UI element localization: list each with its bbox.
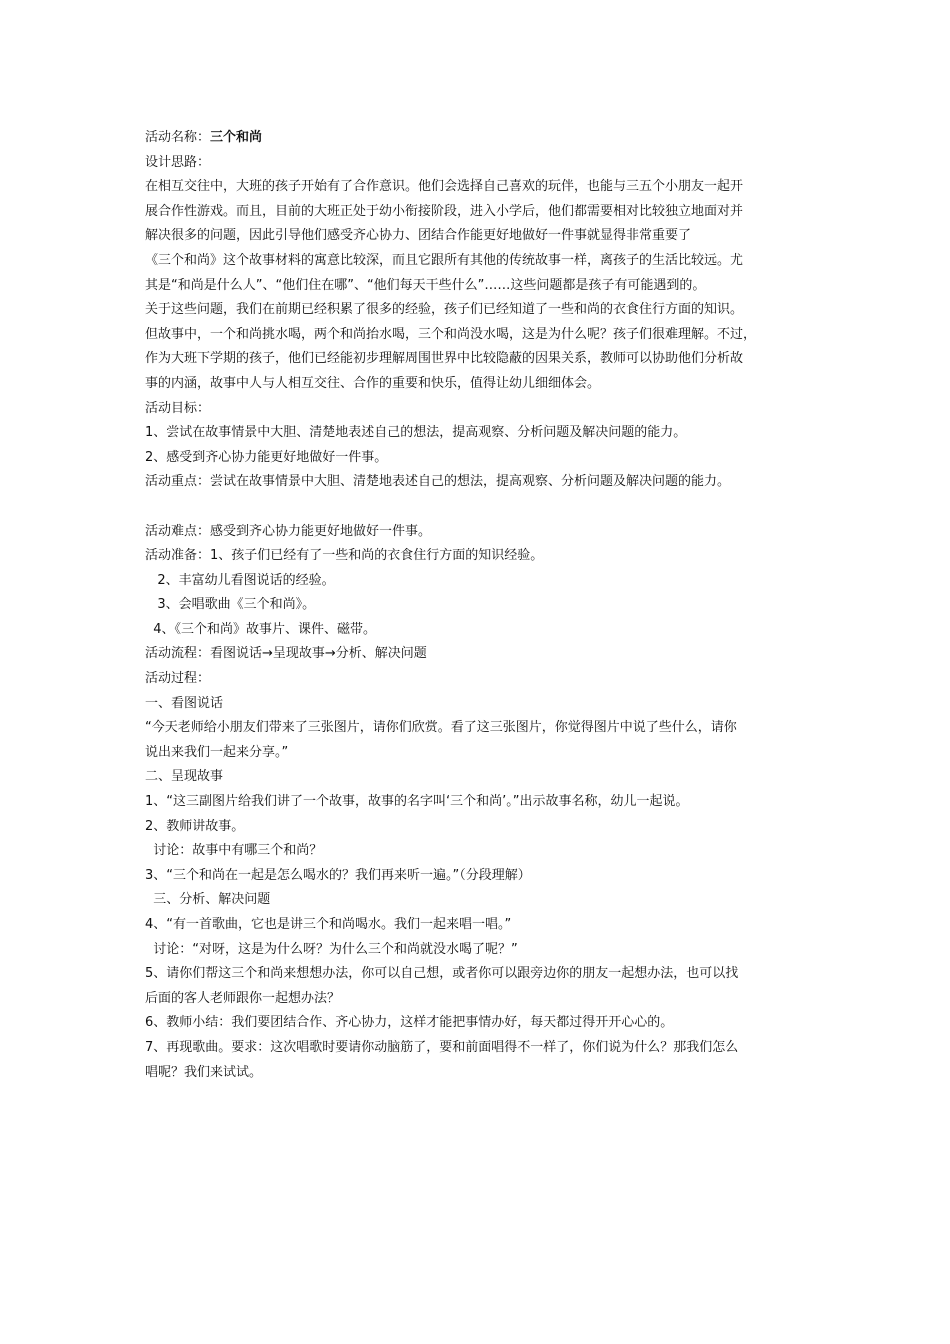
step-item-continued: 唱呢？我们来试试。 [145,1064,263,1080]
step-item-continued: 后面的客人老师跟你一起想办法？ [145,990,341,1006]
preparation-item: 3、会唱歌曲《三个和尚》。 [145,597,316,613]
section-heading: 三、分析、解决问题 [145,892,271,908]
difficulty-line: 活动难点：感受到齐心协力能更好地做好一件事。 [145,523,432,539]
paragraph-line: 关于这些问题，我们在前期已经积累了很多的经验，孩子们已经知道了一些和尚的衣食住行方面的知识。 [145,302,744,318]
section-heading: 一、看图说话 [145,695,224,711]
discussion-line: 讨论：故事中有哪三个和尚？ [145,843,323,859]
discussion-line: 讨论：“对呀，这是为什么呀？为什么三个和尚就没水喝了呢？” [145,941,518,957]
goal-item: 1、尝试在故事情景中大胆、清楚地表述自己的想法，提高观察、分析问题及解决问题的能力。 [145,425,687,441]
goal-item: 2、感受到齐心协力能更好地做好一件事。 [145,449,388,465]
activity-name-label: 活动名称： [145,130,211,145]
paragraph-line: 展合作性游戏。而且，目前的大班正处于幼小衔接阶段，进入小学后，他们都需要相对比较独立地面对并 [145,203,744,219]
step-item: 7、再现歌曲。要求：这次唱歌时要请你动脑筋了，要和前面唱得不一样了，你们说为什么？那我们怎么 [145,1039,739,1055]
activity-name-line [145,126,820,151]
step-item: 6、教师小结：我们要团结合作、齐心协力，这样才能把事情办好，每天都过得开开心心的。 [145,1015,674,1031]
paragraph-line: 作为大班下学期的孩子，他们已经能初步理解周围世界中比较隐蔽的因果关系，教师可以协助他们分析故 [145,351,744,367]
paragraph-line: 事的内涵，故事中人与人相互交往、合作的重要和快乐，值得让幼儿细细体会。 [145,375,601,391]
activity-title: 三个和尚 [210,130,263,145]
preparation-line: 活动准备：1、孩子们已经有了一些和尚的衣食住行方面的知识经验。 [145,548,544,564]
paragraph-line: “今天老师给小朋友们带来了三张图片，请你们欣赏。看了这三张图片，你觉得图片中说了些什么，请你 [145,720,737,736]
step-item: 1、“这三副图片给我们讲了一个故事，故事的名字叫‘三个和尚’。”出示故事名称，幼儿一起说。 [145,794,689,810]
paragraph-line: 说出来我们一起来分享。” [145,744,289,760]
blank-line [145,495,820,520]
design-idea-heading: 设计思路： [145,154,211,170]
paragraph-line: 解决很多的问题，因此引导他们感受齐心协力、团结合作能更好地做好一件事就显得非常重要了 [145,228,692,244]
step-item: 5、请你们帮这三个和尚来想想办法，你可以自己想，或者你可以跟旁边你的朋友一起想办法，也可以找 [145,966,739,982]
goals-heading: 活动目标： [145,400,211,416]
process-heading: 活动过程： [145,671,211,687]
paragraph-line: 但故事中，一个和尚挑水喝，两个和尚抬水喝，三个和尚没水喝，这是为什么呢？孩子们很难理解。不过， [145,326,757,342]
flow-line: 活动流程：看图说话→呈现故事→分析、解决问题 [145,646,427,662]
preparation-item: 4、《三个和尚》故事片、课件、磁带。 [145,621,377,637]
key-point-line: 活动重点：尝试在故事情景中大胆、清楚地表述自己的想法，提高观察、分析问题及解决问题的能力。 [145,474,731,490]
section-heading: 二、呈现故事 [145,769,224,785]
step-item: 2、教师讲故事。 [145,818,245,834]
paragraph-line: 在相互交往中，大班的孩子开始有了合作意识。他们会选择自己喜欢的玩伴，也能与三五个小朋友一起开 [145,179,744,195]
paragraph-line: 《三个和尚》这个故事材料的寓意比较深，而且它跟所有其他的传统故事一样，离孩子的生活比较远。尤 [145,252,744,268]
document-body [145,126,820,1085]
step-item: 3、“三个和尚在一起是怎么喝水的？我们再来听一遍。”（分段理解） [145,867,531,883]
preparation-item: 2、丰富幼儿看图说话的经验。 [145,572,335,588]
step-item: 4、“有一首歌曲，它也是讲三个和尚喝水。我们一起来唱一唱。” [145,917,512,932]
paragraph-line: 其是“和尚是什么人”、“他们住在哪”、“他们每天干些什么”……这些问题都是孩子有可能遇到的。 [145,277,706,293]
